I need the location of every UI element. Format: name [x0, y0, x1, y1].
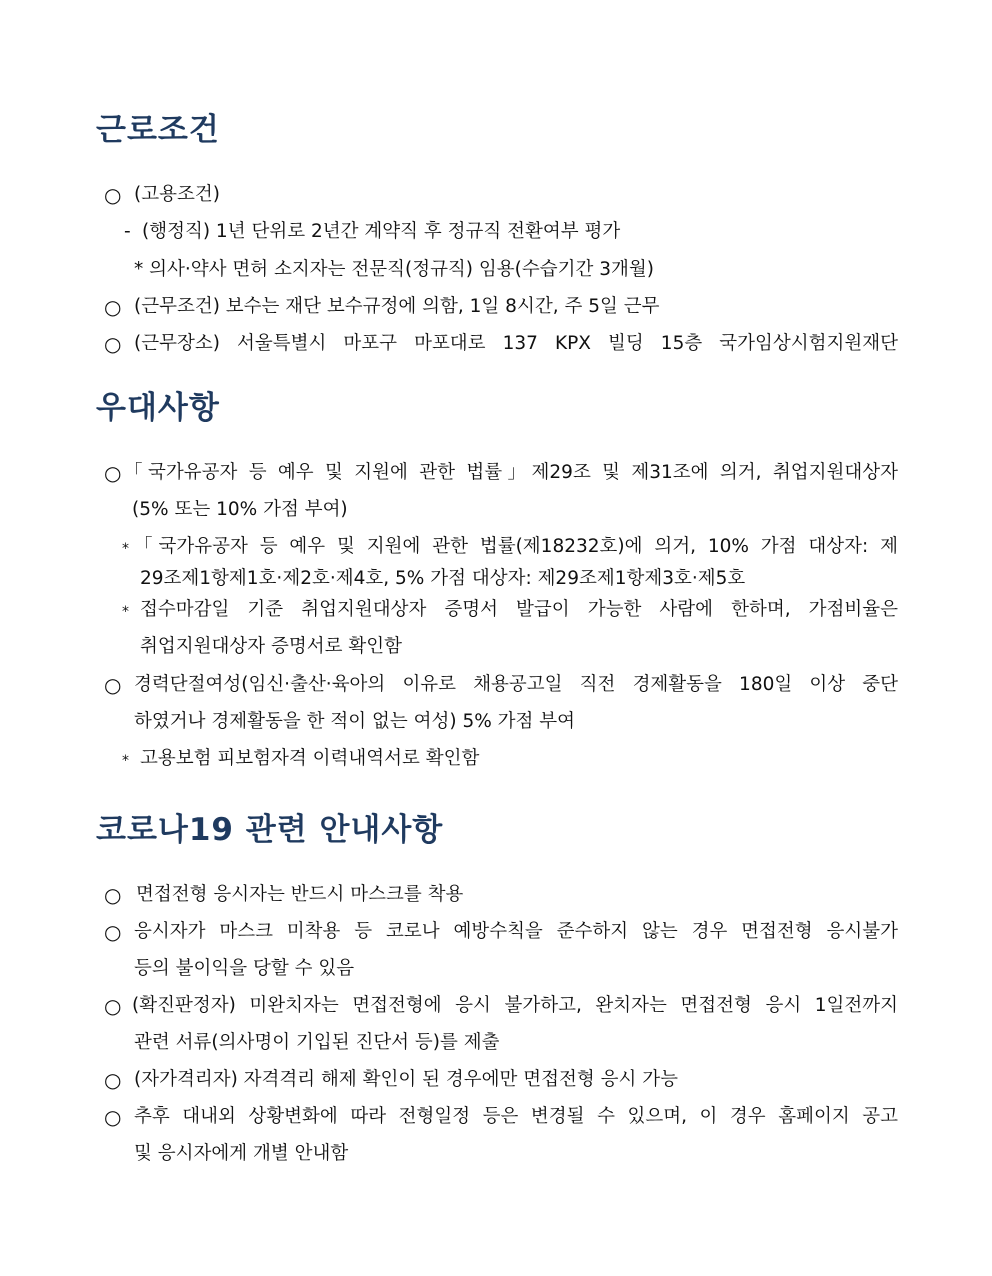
- circle-bullet: ○: [104, 461, 122, 485]
- covid-item-4: (자가격리자) 자격격리 해제 확인이 된 경우에만 면접전형 응시 가능: [134, 1069, 678, 1090]
- preference-note-3: 고용보험 피보험자격 이력내역서로 확인함: [140, 748, 480, 769]
- covid-item-2-line-2: 등의 불이익을 당할 수 있음: [134, 958, 355, 979]
- admin-item: (행정직) 1년 단위로 2년간 계약직 후 정규직 전환여부 평가: [142, 221, 621, 242]
- covid-item-3-line-1: (확진판정자) 미완치자는 면접전형에 응시 불가하고, 완치자는 면접전형 응시 1일전까지: [132, 995, 898, 1016]
- preference-item-2-line-1: 경력단절여성(임신·출산·육아의 이유로 채용공고일 직전 경제활동을 180일 이상 중단: [134, 674, 898, 695]
- covid-item-1: 면접전형 응시자는 반드시 마스크를 착용: [136, 884, 464, 905]
- asterisk-bullet: *: [122, 753, 129, 769]
- preference-note-1-line-2: 29조제1항제1호·제2호·제4호, 5% 가점 대상자: 제29조제1항제3호·제5호: [140, 568, 746, 589]
- circle-bullet: ○: [104, 332, 122, 356]
- circle-bullet: ○: [104, 1068, 122, 1092]
- covid-item-5-line-1: 추후 대내외 상황변화에 따라 전형일정 등은 변경될 수 있으며, 이 경우 홈페이지 공고: [134, 1106, 898, 1127]
- circle-bullet: ○: [104, 183, 122, 207]
- preference-note-2-line-1: 접수마감일 기준 취업지원대상자 증명서 발급이 가능한 사람에 한하며, 가점비율은: [140, 599, 898, 620]
- covid-item-3-line-2: 관련 서류(의사명이 기입된 진단서 등)를 제출: [134, 1032, 500, 1053]
- asterisk-bullet: *: [122, 604, 129, 620]
- employment-item: (고용조건): [134, 184, 220, 205]
- preference-note-2-line-2: 취업지원대상자 증명서로 확인함: [140, 636, 402, 657]
- conditions-item: (근무조건) 보수는 재단 보수규정에 의함, 1일 8시간, 주 5일 근무: [134, 296, 660, 317]
- doctor-note: * 의사·약사 면허 소지자는 전문직(정규직) 임용(수습기간 3개월): [134, 259, 654, 280]
- preference-item-1-line-2: (5% 또는 10% 가점 부여): [132, 499, 348, 520]
- preference-note-1-line-1: 「국가유공자 등 예우 및 지원에 관한 법률(제18232호)에 의거, 10% 가점 대상자: 제: [134, 536, 898, 557]
- dash-bullet: -: [124, 221, 131, 242]
- preference-item-1-line-1: 「국가유공자 등 예우 및 지원에 관한 법률」제29조 및 제31조에 의거, 취업지원대상자: [124, 462, 898, 483]
- circle-bullet: ○: [104, 920, 122, 944]
- place-item: (근무장소) 서울특별시 마포구 마포대로 137 KPX 빌딩 15층 국가임상시험지원재단: [134, 333, 898, 354]
- asterisk-bullet: *: [122, 541, 129, 557]
- circle-bullet: ○: [104, 994, 122, 1018]
- circle-bullet: ○: [104, 1105, 122, 1129]
- circle-bullet: ○: [104, 673, 122, 697]
- section-title-preference: 우대사항: [96, 390, 220, 426]
- circle-bullet: ○: [104, 295, 122, 319]
- section-title-covid: 코로나19 관련 안내사항: [96, 812, 444, 848]
- covid-item-2-line-1: 응시자가 마스크 미착용 등 코로나 예방수칙을 준수하지 않는 경우 면접전형 응시불가: [134, 921, 898, 942]
- preference-item-2-line-2: 하였거나 경제활동을 한 적이 없는 여성) 5% 가점 부여: [134, 711, 576, 732]
- circle-bullet: ○: [104, 883, 122, 907]
- section-title-working: 근로조건: [96, 112, 220, 148]
- covid-item-5-line-2: 및 응시자에게 개별 안내함: [134, 1143, 349, 1164]
